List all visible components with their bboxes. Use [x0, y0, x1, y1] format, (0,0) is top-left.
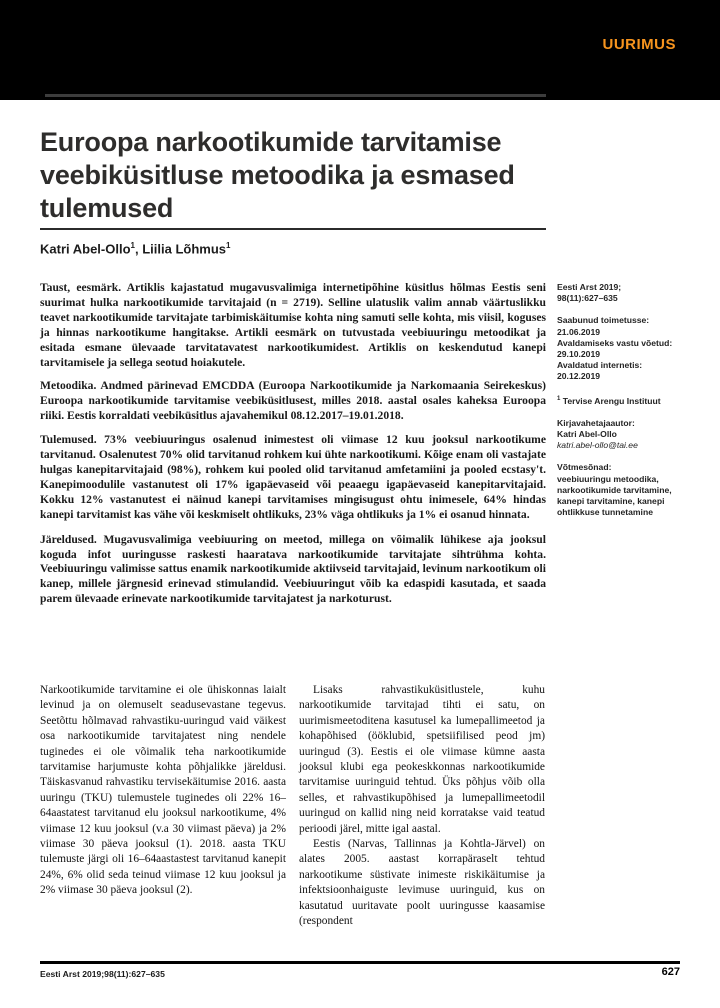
- affiliation-mark: 1: [557, 395, 561, 402]
- abstract-text: Mugavusvalimiga veebiuuring on meetod, millega on võimalik lühikese aja jooksul koguda infot uuringusse raskesti haaratava narkootikumide tarvitajate sihtrühma kohta. Veebiuuringu valimisse sattus enamik narkootikumide aktiivseid tarvitajaid, levinum narkootikum oli kanep, millele järgnesid erinevad stimulandid. Veebiuuringut võib ka edaspidi kasutada, et saada parem ülevaade erinevate narkootikumide tarvitajatest ja narkoturust.: [40, 532, 546, 606]
- sidebar-correspondence: [557, 418, 683, 452]
- abstract-lead: Taust, eesmärk.: [40, 281, 127, 294]
- abstract-lead: Tulemused.: [40, 433, 105, 447]
- sidebar-citation: [557, 282, 683, 304]
- abstract-lead: Järeldused.: [40, 532, 104, 546]
- article-title: Euroopa narkootikumide tarvitamise veebiküsitluse metoodika ja esmased tulemused: [40, 127, 515, 224]
- accepted-label: Avaldamiseks vastu võetud:: [557, 337, 673, 348]
- sidebar-keywords: [557, 462, 683, 518]
- affiliation-name: Tervise Arengu Instituut: [560, 395, 661, 406]
- body-paragraph: Lisaks rahvastikuküsitlustele, kuhu narkootikumide tarvitajad tihti ei satu, on uurimismeetoditena kasutusel ka lumepallimeetod ja kohapõhised (ööklubid, spetsiifilised peod jm) uuringud (3). Eestis ei ole viimase kümne aasta jooksul klubi ega peokeskkonnas narkootikumide tarvitamise uuringuid tehtud. Üks põhjus võib olla selles, et rahvastikupõhised ja lumepallimeetodil uuringud on kallid ning neid korratakse vaid teatud perioodi järel, mitte igal aastal.: [299, 684, 545, 835]
- accepted-date: 29.10.2019: [557, 349, 601, 360]
- body-columns: [40, 683, 546, 930]
- abstract-paragraph-background: [40, 281, 546, 370]
- author-affiliation-mark: 1: [130, 241, 135, 250]
- body-left-column: [40, 683, 286, 930]
- sidebar-dates: [557, 315, 683, 382]
- correspondence-name: Katri Abel-Ollo: [557, 428, 617, 439]
- article-metadata-sidebar: [557, 282, 683, 529]
- citation-journal: Eesti Arst 2019;: [557, 282, 622, 292]
- authors-separator: ,: [134, 241, 143, 257]
- received-label: Saabunud toimetusse:: [557, 315, 650, 326]
- category-label: UURIMUS: [602, 36, 676, 53]
- body-paragraph: Narkootikumide tarvitamine ei ole ühiskonnas laialt levinud ja on olemuselt seadusevastane tegevus. Seetõttu hõlmavad rahvastiku-uuringud vaid väikest osa narkootikumide tarvitajatest ning nendele tuginedes ei ole võimalik teha narkootikumide tarvitamise harjumuste kohta põhjalikke järeldusi. Täiskasvanud rahvastiku tervisekäitumise 2016. aasta uuringu (TKU) tulemustele tuginedes oli 22% 16–64aastatest tarvitanud elu jooksul narkootikume, 4% viimase 12 kuu jooksul (v.a 30 viimast päeva) ja 2% viimase 30 päeva jooksul (1). 2018. aasta TKU tulemuste järgi oli 16–64aastastest tarvitanud kanepit 24%, 6% olid seda teinud viimase 12 kuu jooksul ja 2% viimase 30 päeva jooksul (2).: [40, 684, 286, 897]
- header-rule: [45, 94, 546, 97]
- header-band: [0, 0, 720, 100]
- abstract-text: Andmed pärinevad EMCDDA (Euroopa Narkootikumide ja Narkomaania Seirekeskus) Euroopa narkootikumide tarvitamise veebiküsitlusest, milles 2018. aastal osales kaheksa Euroopa riiki. Eestis korraldati veebiküsitlus ajavahemikul 08.12.2017–19.01.2018.: [40, 379, 546, 423]
- abstract-lead: Metoodika.: [40, 379, 101, 393]
- correspondence-label: Kirjavahetajaautor:: [557, 417, 635, 428]
- authors-line: [40, 241, 546, 256]
- author-name: Liilia Lõhmus: [142, 241, 227, 257]
- body-paragraph: Eestis (Narvas, Tallinnas ja Kohtla-Järvel) on alates 2005. aastast korrapäraselt tehtud narkootikume süstivate inimeste riskikäitumise ja infektsioonhaiguste levimuse uuringuid, kus on kasutatud uuritavate poolt uuringusse kaasamise (respondent: [299, 838, 545, 928]
- abstract-text: Artiklis kajastatud mugavusvalimiga internetipõhine küsitlus hõlmas Eestis seni suurimat hulka narkootikumide tarvitajaid (n = 2719). Selline ulatuslik valim annab väärtuslikku teavet narkootikumide tarvitajate tarbimiskäitumise kohta ning samuti selle kohta, mis viisil, koguses ja hinnas narkootikume hangitakse. Artikli eesmärk on tutvustada veebiuuringu metoodikat ja esitada esmane ülevaade tarvitatavatest narkootikumidest. Artiklis on keskendutud kanepi tarvitamisele ja sellega seotud hoiakutele.: [40, 281, 546, 369]
- published-label: Avaldatud internetis:: [557, 360, 643, 371]
- abstract-paragraph-results: [40, 433, 546, 522]
- keywords-list: veebiuuringu metoodika, narkootikumide tarvitamine, kanepi tarvitamine, kanepi ohtlikkuse tunnetamine: [557, 473, 672, 518]
- author-affiliation-mark: 1: [226, 241, 231, 250]
- footer-page-number: 627: [661, 966, 680, 978]
- abstract-paragraph-methods: [40, 379, 546, 424]
- abstract-text: 73% veebiuuringus osalenud inimestest oli viimase 12 kuu jooksul narkootikume tarvitanud. Osalenutest 70% olid tarvitanud rohkem kui ühte narkootikumi. Kõige enam oli vastajate hulgas kanepitarvitajaid (98%), rohkem kui pooled olid tarvitanud amfetamiini ja pooled ecstasy't. Kanepimoodulile vastanutest oli 17% igapäevaseid või peaaegu igapäevaseid kanepitarvitajaid. Kokku 12% vastanutest ei näinud kanepi tarvitamises mingisugust ohtu inimesele, 64% hindas kanepi tarvitamist kas vähe või keskmiselt ohtlikuks, 23% väga ohtlikuks ja 1% ei osanud hinnata.: [40, 433, 546, 521]
- published-date: 20.12.2019: [557, 371, 601, 382]
- sidebar-affiliation: [557, 394, 683, 407]
- abstract: [40, 281, 546, 607]
- body-right-column: [299, 683, 545, 930]
- abstract-paragraph-conclusions: [40, 533, 546, 608]
- footer-rule: [40, 961, 680, 964]
- author-name: Katri Abel-Ollo: [40, 241, 131, 257]
- footer-citation: Eesti Arst 2019;98(11):627–635: [40, 969, 165, 979]
- title-rule: [40, 228, 546, 230]
- keywords-label: Võtmesõnad:: [557, 462, 612, 473]
- received-date: 21.06.2019: [557, 326, 601, 337]
- citation-pages: 98(11):627–635: [557, 293, 618, 304]
- correspondence-email[interactable]: katri.abel-ollo@tai.ee: [557, 440, 638, 451]
